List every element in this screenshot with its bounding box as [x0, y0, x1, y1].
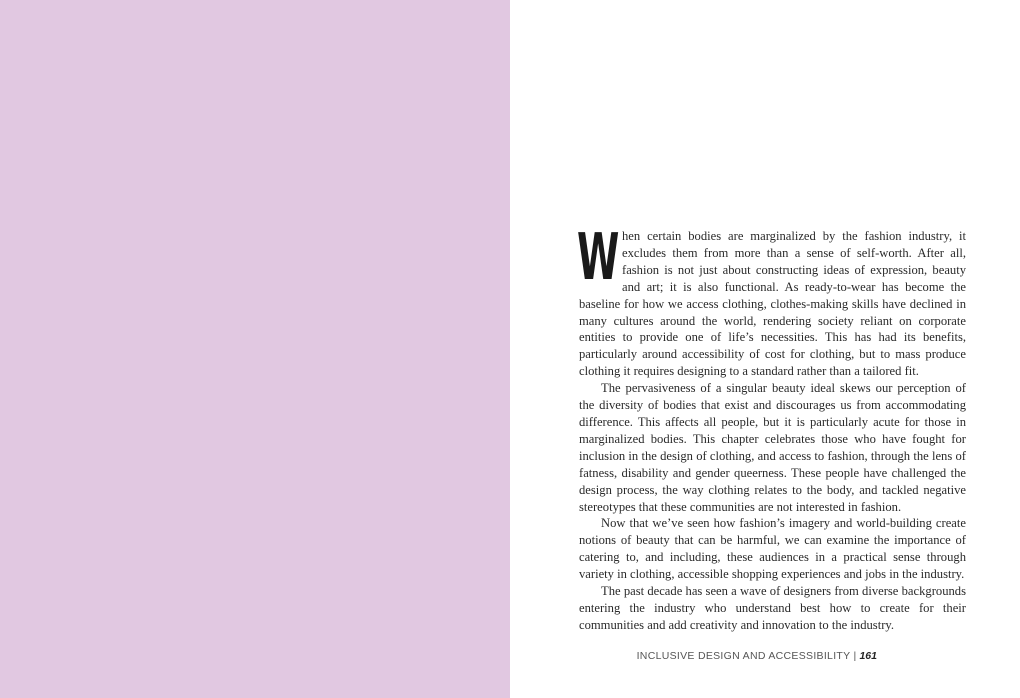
footer-separator: |: [853, 650, 857, 662]
article-body: [577, 221, 966, 634]
footer-section-title: INCLUSIVE DESIGN AND ACCESSIBILITY: [636, 650, 851, 662]
paragraph-4: The past decade has seen a wave of designers from diverse backgrounds entering the industry who understand best how to create for their communities and add creativity and innovation to the industry.: [579, 584, 966, 632]
paragraph-1-text: hen certain bodies are marginalized by the fashion industry, it excludes them from more than a sense of self-worth. After all, fashion is not just about constructing ideas of expression, beauty and art; it is also functional. As ready-to-wear has become the baseline for how we access clothing, clothes-making skills have declined in many cultures around the world, rendering society reliant on corporate entities to provide one of life’s necessities. This has had its benefits, particularly around accessibility of cost for clothing, but to mass produce clothing it requires designing to a standard rather than a tailored fit.: [579, 229, 966, 379]
page-number: 161: [859, 650, 877, 662]
paragraph-3: Now that we’ve seen how fashion’s imagery and world-building create notions of beauty that can be harmful, we can examine the importance of catering to, and including, these audiences in a practical sense through variety in clothing, accessible shopping experiences and jobs in the industry.: [579, 516, 966, 582]
running-footer: [637, 650, 877, 662]
drop-cap: W: [577, 221, 619, 295]
right-page: [510, 0, 1020, 698]
paragraph-2: The pervasiveness of a singular beauty ideal skews our perception of the diversity of bodies that exist and discourages us from accommodating difference. This affects all people, but it is particularly acute for those in marginalized bodies. This chapter celebrates those who have fought for inclusion in the design of clothing, and access to fashion, through the lens of fatness, disability and gender queerness. These people have challenged the design process, the way clothing relates to the body, and tackled negative stereotypes that these communities are not interested in fashion.: [579, 381, 966, 514]
paragraph-1: [577, 221, 966, 380]
